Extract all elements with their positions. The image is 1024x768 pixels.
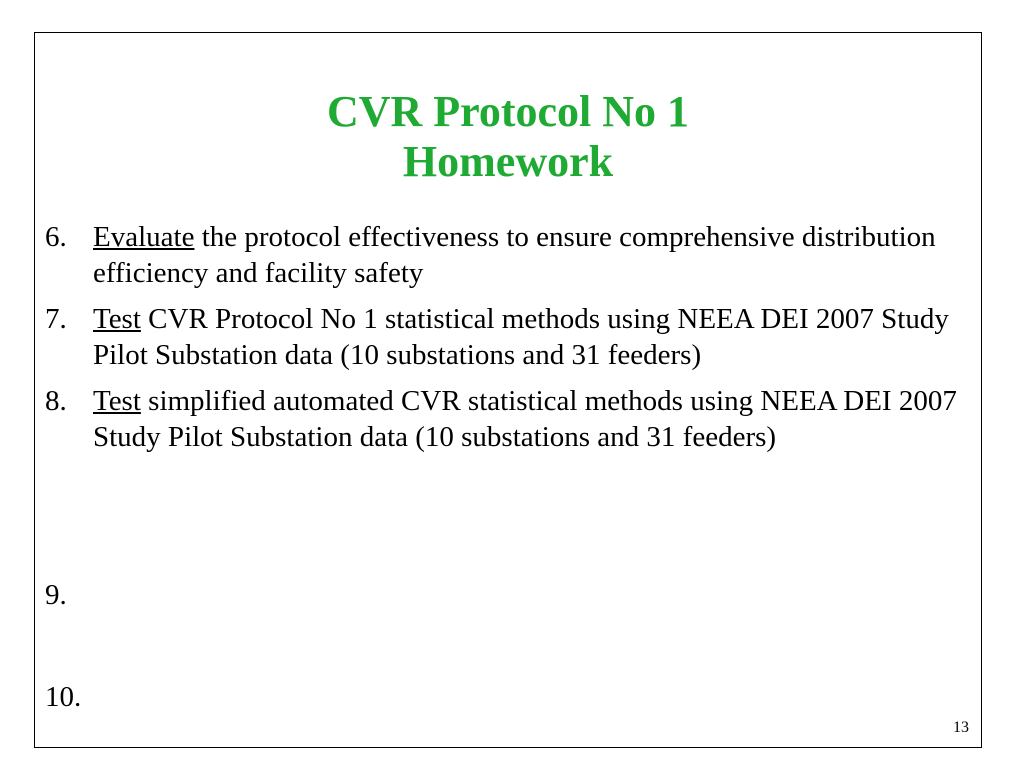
list-item-6 [45, 219, 977, 291]
item-verb: Evaluate [93, 221, 195, 253]
title-line-1: CVR Protocol No 1 [326, 87, 690, 136]
item-text: simplified automated CVR statistical methods using NEEA DEI 2007 Study Pilot Substation data (10 substations and 31 feeders) [93, 385, 957, 453]
homework-list [45, 219, 977, 465]
item-text: the protocol effectiveness to ensure comprehensive distribution efficiency and facility safety [93, 221, 936, 289]
page-number: 13 [953, 719, 969, 736]
list-item-7 [45, 301, 977, 373]
list-item-8 [45, 383, 977, 455]
item-number: 6. [45, 221, 67, 253]
list-item-10: 10. [45, 681, 82, 713]
slide-title [35, 87, 981, 187]
list-item-9: 9. [45, 579, 67, 611]
item-text: CVR Protocol No 1 statistical methods using NEEA DEI 2007 Study Pilot Substation data (10 substations and 31 feeders) [93, 303, 949, 371]
item-number: 7. [45, 303, 67, 335]
item-number: 8. [45, 385, 67, 417]
item-verb: Test [93, 303, 141, 335]
item-verb: Test [93, 385, 141, 417]
slide [34, 32, 982, 748]
title-line-2: Homework [402, 137, 614, 186]
